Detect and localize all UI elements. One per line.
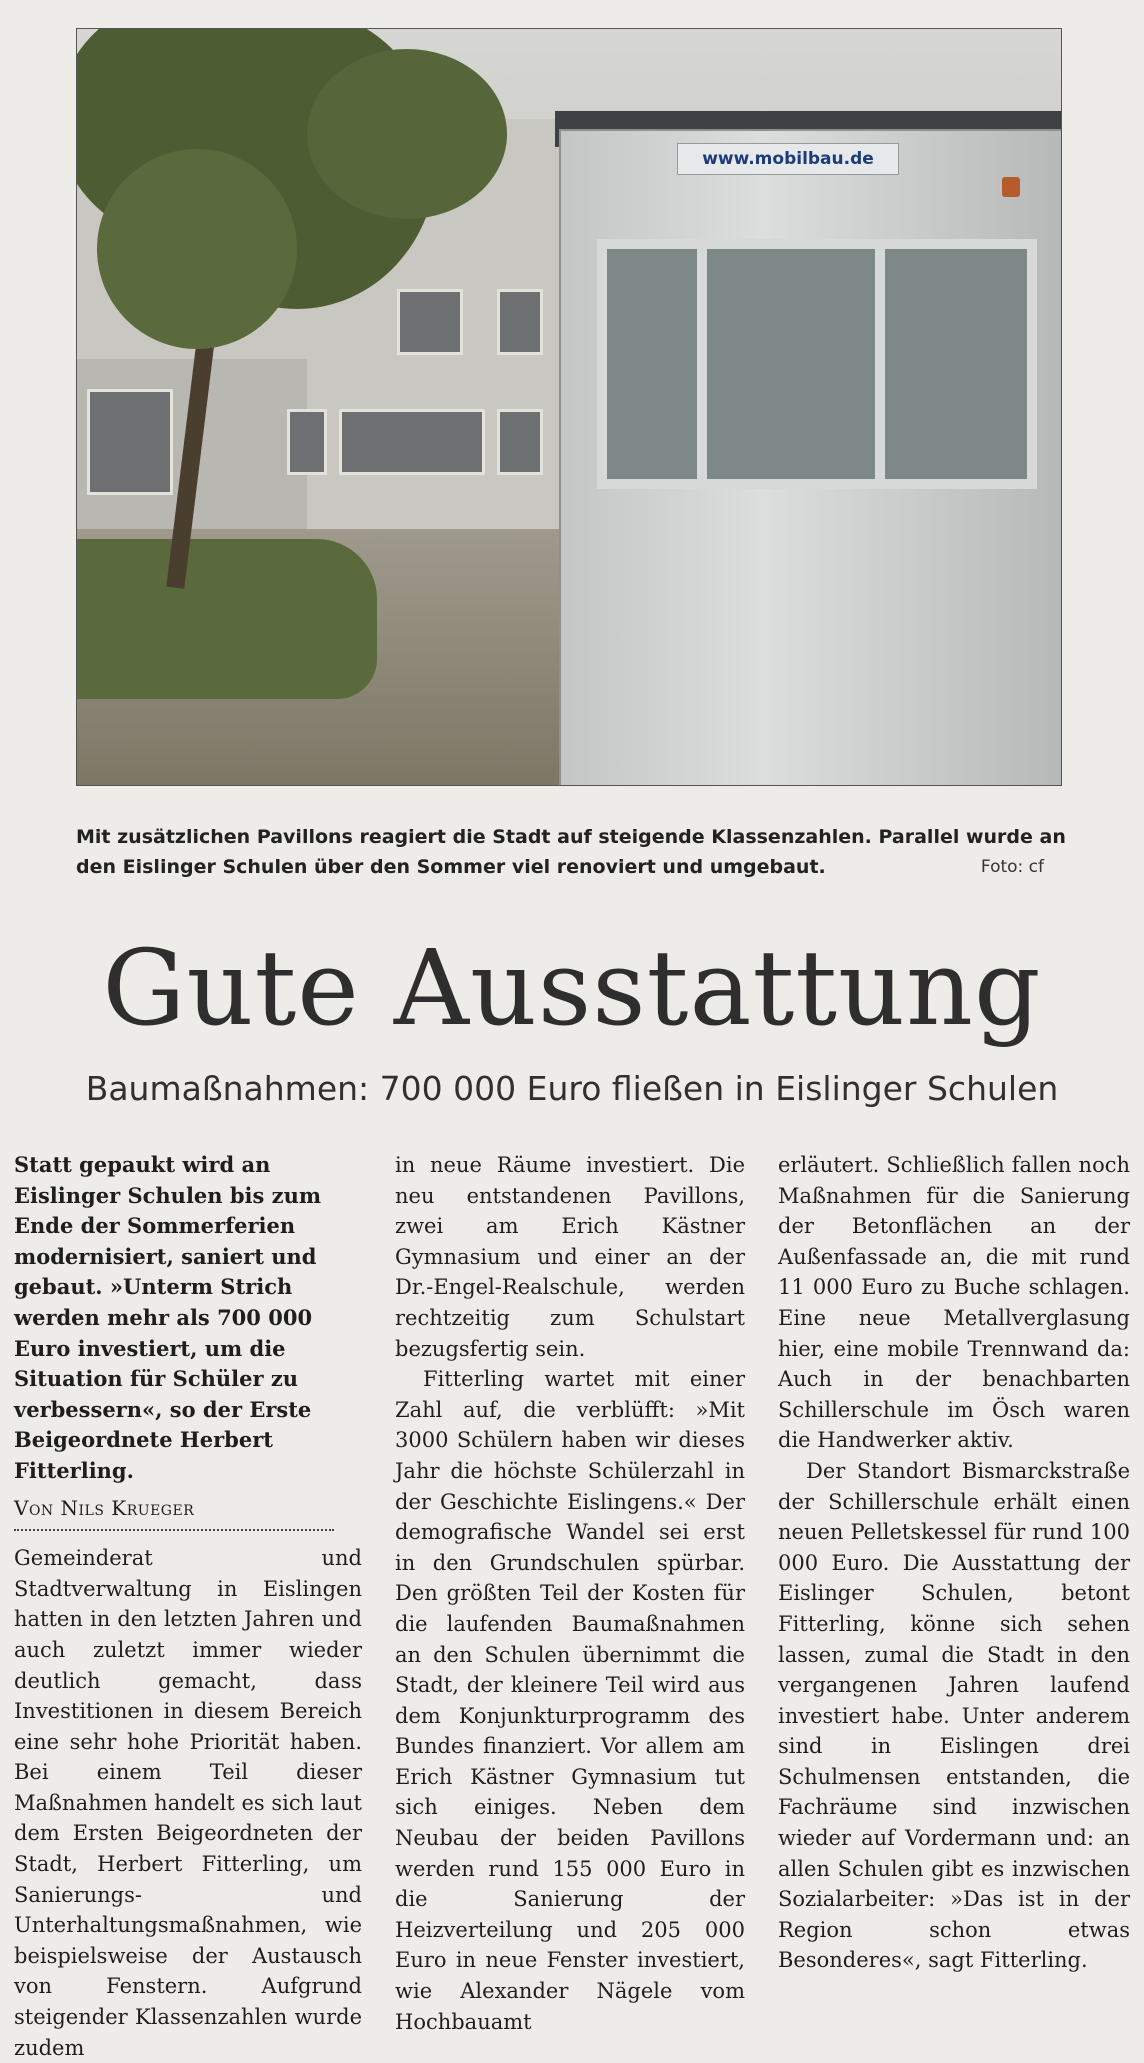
article-column-2 bbox=[395, 1150, 745, 2037]
paragraph: Gemeinderat und Stadtverwaltung in Eislingen hatten in den letzten Jahren und auch zuletzt immer wieder deutlich gemacht, dass Investitionen in diesem Bereich eine sehr hohe Priorität haben. Bei einem Teil dieser Maßnahmen handelt es sich laut dem Ersten Beigeordneten der Stadt, Herbert Fitterling, um Sanierungs- und Unterhaltungsmaßnahmen, wie beispielsweise der Austausch von Fenstern. Aufgrund steigender Klassenzahlen wurde zudem bbox=[14, 1546, 362, 2060]
paragraph: erläutert. Schließlich fallen noch Maßnahmen für die Sanierung der Betonflächen an der Außenfassade an, die mit rund 11 000 Euro zu Buche schlagen. Eine neue Metallverglasung hier, eine mobile Trennwand da: Auch in der benachbarten Schillerschule im Ösch waren die Handwerker aktiv. bbox=[778, 1153, 1130, 1453]
article-column-3 bbox=[778, 1150, 1130, 1976]
photo-caption: Mit zusätzlichen Pavillons reagiert die Stadt auf steigende Klassenzahlen. Parallel wurde an den Eislinger Schulen über den Sommer viel renoviert und umgebaut. bbox=[76, 826, 1066, 878]
article-photo bbox=[76, 28, 1062, 786]
background-bleed bbox=[0, 0, 76, 800]
headline: Gute Ausstattung bbox=[102, 927, 1042, 1049]
photo-credit: Foto: cf bbox=[980, 857, 1044, 877]
subheadline: Baumaßnahmen: 700 000 Euro fließen in Eislinger Schulen bbox=[85, 1069, 1059, 1108]
byline: Von Nils Krueger bbox=[14, 1493, 334, 1532]
paragraph: Fitterling wartet mit einer Zahl auf, die verblüfft: »Mit 3000 Schülern haben wir dieses Jahr die höchste Schülerzahl in der Geschichte Eislingens.« Der demografische Wandel sei erst in den Grundschulen spürbar. Den größten Teil der Kosten für die laufenden Baumaßnahmen an den Schulen übernimmt die Stadt, der kleinere Teil wird aus dem Konjunkturprogramm des Bundes finanziert. Vor allem am Erich Kästner Gymnasium tut sich einiges. Neben dem Neubau der beiden Pavillons werden rund 155 000 Euro in die Sanierung der Heizverteilung und 205 000 Euro in neue Fenster investiert, wie Alexander Nägele vom Hochbauamt bbox=[395, 1367, 745, 2034]
article-lead: Statt gepaukt wird an Eislinger Schulen bis zum Ende der Sommerferien modernisiert, saniert und gebaut. »Unterm Strich werden mehr als 700 000 Euro investiert, um die Situation für Schüler zu verbessern«, so der Erste Beigeordnete Herbert Fitterling. bbox=[14, 1152, 322, 1483]
paragraph: in neue Räume investiert. Die neu entstandenen Pavillons, zwei am Erich Kästner Gymnasium und einer an der Dr.-Engel-Realschule, werden rechtzeitig zum Schulstart bezugsfertig sein. bbox=[395, 1153, 745, 1361]
mobilbau-sign: www.mobilbau.de bbox=[677, 143, 899, 175]
paragraph: Der Standort Bismarckstraße der Schillerschule erhält einen neuen Pelletskessel für rund 100 000 Euro. Die Ausstattung der Eislinger Schulen, betont Fitterling, könne sich sehen lassen, zumal die Stadt in den vergangenen Jahren laufend investiert habe. Unter anderem sind in Eislingen drei Schulmensen entstanden, die Fachräume sind inzwischen wieder auf Vordermann und: an allen Schulen gibt es inzwischen Sozialarbeiter: »Das ist in der Region schon etwas Besonderes«, sagt Fitterling. bbox=[778, 1458, 1130, 1973]
article-column-1 bbox=[14, 1150, 362, 2063]
